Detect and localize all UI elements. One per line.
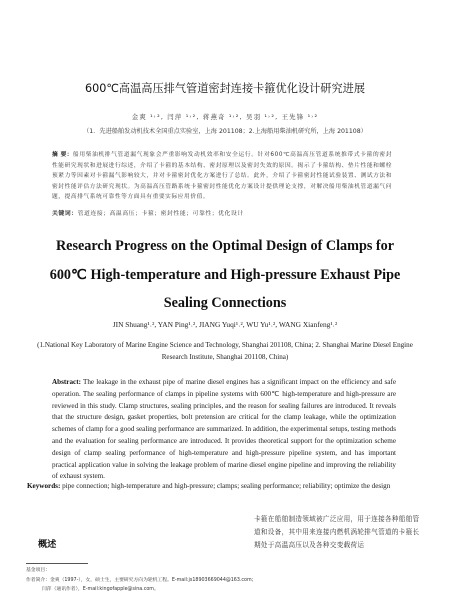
- footnote-funding: 基金项目：: [26, 568, 50, 573]
- english-abstract: [52, 377, 396, 483]
- english-keywords: [27, 481, 422, 493]
- chinese-abstract-label: 摘 要：: [52, 152, 73, 158]
- english-title-line-2: 600℃ High-temperature and High-pressure Exhaust Pipe: [49, 266, 401, 283]
- english-title: [0, 232, 450, 318]
- chinese-authors: 金爽 ¹˒², 闫萍 ¹˒², 蒋燕奇 ¹˒², 吴羽 ¹˒², 王先锋 ¹˒²: [131, 113, 319, 121]
- footnote-author-bio: 作者简介：金爽（1997-），女，硕士生，主要研究方向为轮机工程。E-mail:js18903669044@163.com;: [26, 577, 254, 583]
- english-keywords-label: Keywords:: [27, 482, 61, 490]
- introduction-paragraph: 卡箍在船舶制造领域被广泛应用，用于连接各种船舶管道和设备，其中用来连接内燃机涡轮排气管道的卡箍长期处于高温高压以及各种交变载荷运: [254, 515, 420, 550]
- english-title-line-3: Sealing Connections: [163, 295, 287, 311]
- section-heading-overview: 概述: [38, 539, 57, 550]
- footnote-corresponding-author: 闫萍（通讯作者），E-mail:kingofapple@sina.com。: [42, 587, 159, 592]
- chinese-keywords-text: 管道连接；高温高压；卡箍；密封性能；可靠性；优化设计: [77, 211, 244, 217]
- english-affiliation: (1.National Key Laboratory of Marine Engine Science and Technology, Shanghai 201108, China; 2. Shanghai Marine Diesel Engine Research Institute, Shanghai 201108, China): [37, 341, 413, 361]
- chinese-keywords-label: 关键词：: [52, 211, 78, 217]
- english-keywords-text: pipe connection; high-temperature and high-pressure; clamps; sealing performance; reliability; optimize the design: [62, 482, 391, 490]
- english-authors: JIN Shuang¹˒², YAN Ping¹˒², JIANG Yuqi¹˒², WU Yu¹˒², WANG Xianfeng¹˒²: [112, 320, 338, 329]
- chinese-abstract: [52, 150, 392, 203]
- chinese-title: 600℃高温高压排气管道密封连接卡箍优化设计研究进展: [84, 82, 366, 95]
- english-abstract-text: The leakage in the exhaust pipe of marine diesel engines has a significant impact on the efficiency and safe operation. The sealing performance of clamps in pipeline systems with 600℃ high-temperature and high-pressure are reviewed in this study. Clamp structures, sealing principles, and the reason for sealing failures are introduced. It reveals that the structure design, gasket properties, bolt pretension are critical for the clamp leakage, while the optimization schemes of clamp for a good sealing performance are summarized. In addition, the experimental setups, testing methods and the evaluation for sealing performance are introduced. It provides theoretical support for the optimization scheme design of clamp sealing performance of high-temperature and high-pressure pipeline system, and has important practical application value in solving the leakage problem of marine diesel engine pipeline and improving the reliability of exhaust system.: [52, 378, 396, 481]
- footnote-divider: [26, 563, 88, 564]
- english-title-line-1: Research Progress on the Optimal Design of Clamps for: [55, 238, 395, 254]
- chinese-keywords: [52, 208, 392, 217]
- english-abstract-label: Abstract:: [52, 378, 81, 386]
- chinese-abstract-text: 船用柴油机排气管道漏气现象会严重影响发动机效率和安全运行。针对600℃高温高压管道系统推带式卡箍的密封性能研究现状和进展进行综述，介绍了卡箍的基本结构、密封原理以及密封失效的原因。揭示了卡箍结构、垫片性能和螺栓预紧力等因素对卡箍漏气影响较大，并对卡箍密封优化方案进行了总结。此外，介绍了卡箍密封性能试验装置、测试方法和密封性能评估方法研究现状。为高温高压管路系统卡箍密封性能优化方案设计提供理论支撑，对解决船用柴油机管道漏气问题，提高排气系统可靠性等方面具有重要实际应用价值。: [52, 152, 392, 201]
- footnote: [26, 566, 426, 595]
- chinese-affiliation: （1．先进船舶发动机技术全国重点实验室，上海 201108；2.上海船用柴油机研究所，上海 201108）: [83, 128, 367, 135]
